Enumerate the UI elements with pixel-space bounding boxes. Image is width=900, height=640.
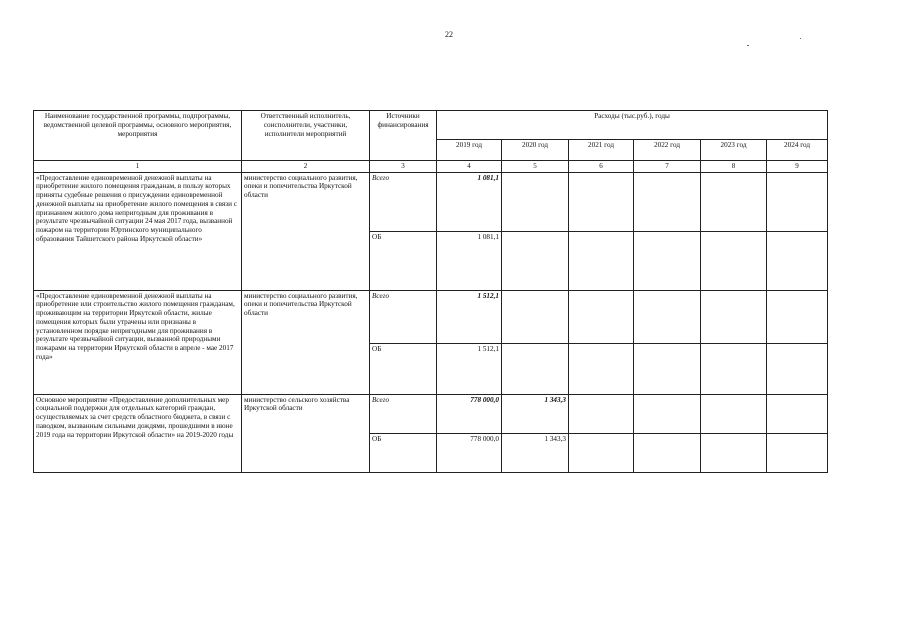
- value-cell: [701, 231, 767, 290]
- value-cell: 1 343,3: [502, 433, 569, 472]
- value-cell: 1 343,3: [502, 394, 569, 433]
- column-number: 6: [569, 161, 634, 173]
- column-number: 3: [370, 161, 437, 173]
- value-cell: [569, 290, 634, 343]
- value-cell: 1 081,1: [437, 172, 502, 231]
- value-cell: [767, 394, 828, 433]
- scan-speck: [747, 45, 749, 46]
- value-cell: [634, 290, 701, 343]
- source-label: ОБ: [370, 343, 437, 394]
- value-cell: 778 000,0: [437, 433, 502, 472]
- value-cell: [634, 231, 701, 290]
- column-number: 7: [634, 161, 701, 173]
- column-number: 5: [502, 161, 569, 173]
- value-cell: [502, 231, 569, 290]
- table-body: [34, 172, 828, 472]
- source-label: Всего: [370, 172, 437, 231]
- header-year: 2022 год: [634, 140, 701, 161]
- value-cell: [701, 394, 767, 433]
- source-label: ОБ: [370, 231, 437, 290]
- program-name-cell: Основное мероприятие «Предоставление дополнительных мер социальной поддержки для отдельных категорий граждан, осуществляемых за счет средств областного бюджета, в связи с паводком, вызванным сильными дождями, прошедшими в июне 2019 года на территории Иркутской области» на 2019-2020 годы: [34, 394, 242, 472]
- value-cell: [569, 343, 634, 394]
- header-year: 2023 год: [701, 140, 767, 161]
- executor-cell: министерство социального развития, опеки и попечительства Иркутской области: [242, 172, 370, 290]
- source-label: Всего: [370, 394, 437, 433]
- source-label: Всего: [370, 290, 437, 343]
- value-cell: 1 512,1: [437, 290, 502, 343]
- header-year: 2019 год: [437, 140, 502, 161]
- budget-table: [33, 110, 828, 473]
- program-name-cell: «Предоставление единовременной денежной выплаты на приобретение или строительство жилого помещения гражданам, проживающим на территории Иркутской области, жилые помещения которых были утрачены или признаны в установленном порядке непригодными для проживания в результате чрезвычайной ситуации, вызванной природными пожарами на территории Иркутской области в апреле - мае 2017 года»: [34, 290, 242, 394]
- value-cell: [634, 172, 701, 231]
- column-number: 1: [34, 161, 242, 173]
- table-row: [34, 394, 828, 433]
- value-cell: [767, 343, 828, 394]
- scan-speck: [800, 38, 801, 39]
- value-cell: 1 512,1: [437, 343, 502, 394]
- value-cell: [767, 290, 828, 343]
- header-program-name: Наименование государственной программы, подпрограммы, ведомственной целевой программы, основного мероприятия, мероприятия: [34, 111, 242, 161]
- value-cell: [767, 433, 828, 472]
- header-year: 2021 год: [569, 140, 634, 161]
- value-cell: [502, 343, 569, 394]
- value-cell: [767, 231, 828, 290]
- page-number: 22: [445, 30, 453, 39]
- header-executor: Ответственный исполнитель, соисполнители, участники, исполнители мероприятий: [242, 111, 370, 161]
- value-cell: [701, 433, 767, 472]
- value-cell: [634, 343, 701, 394]
- value-cell: [701, 343, 767, 394]
- table-row: [34, 290, 828, 343]
- value-cell: [502, 172, 569, 231]
- executor-cell: министерство сельского хозяйства Иркутской области: [242, 394, 370, 472]
- column-number: 2: [242, 161, 370, 173]
- value-cell: [634, 394, 701, 433]
- header-expenses: Расходы (тыс.руб.), годы: [437, 111, 828, 140]
- header-year: 2020 год: [502, 140, 569, 161]
- column-number-row: [34, 161, 828, 173]
- value-cell: [569, 394, 634, 433]
- value-cell: [701, 290, 767, 343]
- executor-cell: министерство социального развития, опеки и попечительства Иркутской области: [242, 290, 370, 394]
- value-cell: 778 000,0: [437, 394, 502, 433]
- value-cell: [569, 231, 634, 290]
- value-cell: [569, 433, 634, 472]
- table-row: [34, 172, 828, 231]
- column-number: 4: [437, 161, 502, 173]
- value-cell: [767, 172, 828, 231]
- value-cell: [569, 172, 634, 231]
- value-cell: [502, 290, 569, 343]
- table-header: [34, 111, 828, 173]
- column-number: 9: [767, 161, 828, 173]
- value-cell: [701, 172, 767, 231]
- program-name-cell: «Предоставление единовременной денежной выплаты на приобретение жилого помещения гражданам, в пользу которых приняты судебные решения о присуждении единовременной денежной выплаты на приобретение жилого помещения в связи с признанием жилого дома непригодным для проживания в результате чрезвычайной ситуации 24 мая 2017 года, вызванной пожаром на территории Юртинского муниципального образования Тайшетского района Иркутской области»: [34, 172, 242, 290]
- header-sources: Источники финансирования: [370, 111, 437, 161]
- value-cell: [634, 433, 701, 472]
- value-cell: 1 081,1: [437, 231, 502, 290]
- header-year: 2024 год: [767, 140, 828, 161]
- source-label: ОБ: [370, 433, 437, 472]
- column-number: 8: [701, 161, 767, 173]
